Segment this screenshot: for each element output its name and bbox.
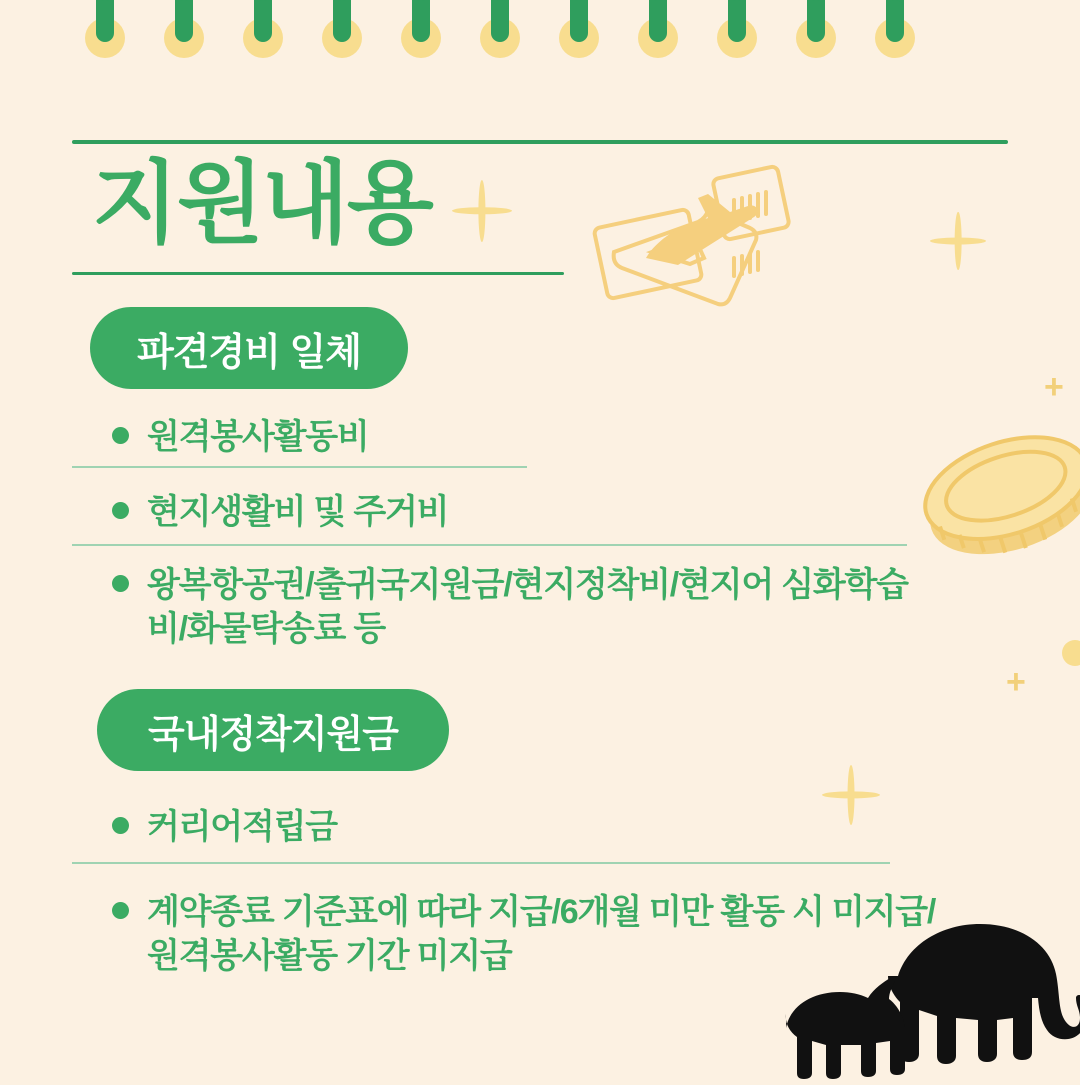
coin-illustration	[912, 408, 1080, 573]
section-pill-2-label: 국내정착지원금	[148, 713, 398, 756]
binding-ring-inner	[649, 0, 667, 42]
edge-dot-accent	[1062, 640, 1080, 666]
list-item	[112, 490, 448, 534]
section-pill-1-label: 파견경비 일체	[137, 331, 361, 374]
list-divider	[72, 544, 907, 546]
binding-ring-inner	[886, 0, 904, 42]
list-item-text: 커리어적립금	[147, 808, 337, 846]
elephant-rhino-silhouette-icon	[780, 880, 1080, 1080]
binding-ring-inner	[570, 0, 588, 42]
bullet-dot-icon	[112, 817, 129, 834]
binding-ring-inner	[96, 0, 114, 42]
plus-accent-icon: +	[1006, 663, 1026, 701]
list-divider	[72, 862, 890, 864]
title-bottom-rule	[72, 272, 564, 275]
binding-ring-inner	[254, 0, 272, 42]
list-divider	[72, 466, 527, 468]
list-item-text: 원격봉사활동비	[147, 418, 369, 456]
list-item	[112, 805, 337, 849]
sparkle-icon	[452, 180, 512, 242]
bullet-dot-icon	[112, 902, 129, 919]
list-item-text: 현지생활비 및 주거비	[147, 493, 449, 531]
sparkle-icon	[930, 212, 986, 270]
binding-ring-inner	[491, 0, 509, 42]
binding-ring-inner	[807, 0, 825, 42]
bullet-dot-icon	[112, 575, 129, 592]
bullet-dot-icon	[112, 502, 129, 519]
binding-ring-inner	[728, 0, 746, 42]
plus-accent-icon: +	[1044, 368, 1064, 406]
plane-ticket-illustration	[592, 160, 802, 340]
binding-ring-inner	[333, 0, 351, 42]
section-pill-2	[97, 689, 449, 771]
page-title: 지원내용	[92, 154, 432, 254]
list-item-text: 계약종료 기준표에 따라 지급/6개월 미만 활동 시 미지급/원격봉사활동 기간 미지급	[147, 893, 936, 976]
binding-ring-inner	[412, 0, 430, 42]
spiral-binding	[0, 0, 1080, 70]
sparkle-icon	[822, 765, 880, 825]
list-item	[112, 563, 937, 651]
list-item-text: 왕복항공권/출귀국지원금/현지정착비/현지어 심화학습비/화물탁송료 등	[147, 566, 908, 649]
list-item	[112, 415, 369, 459]
binding-ring-inner	[175, 0, 193, 42]
section-pill-1	[90, 307, 408, 389]
title-top-rule	[72, 140, 1008, 144]
bullet-dot-icon	[112, 427, 129, 444]
